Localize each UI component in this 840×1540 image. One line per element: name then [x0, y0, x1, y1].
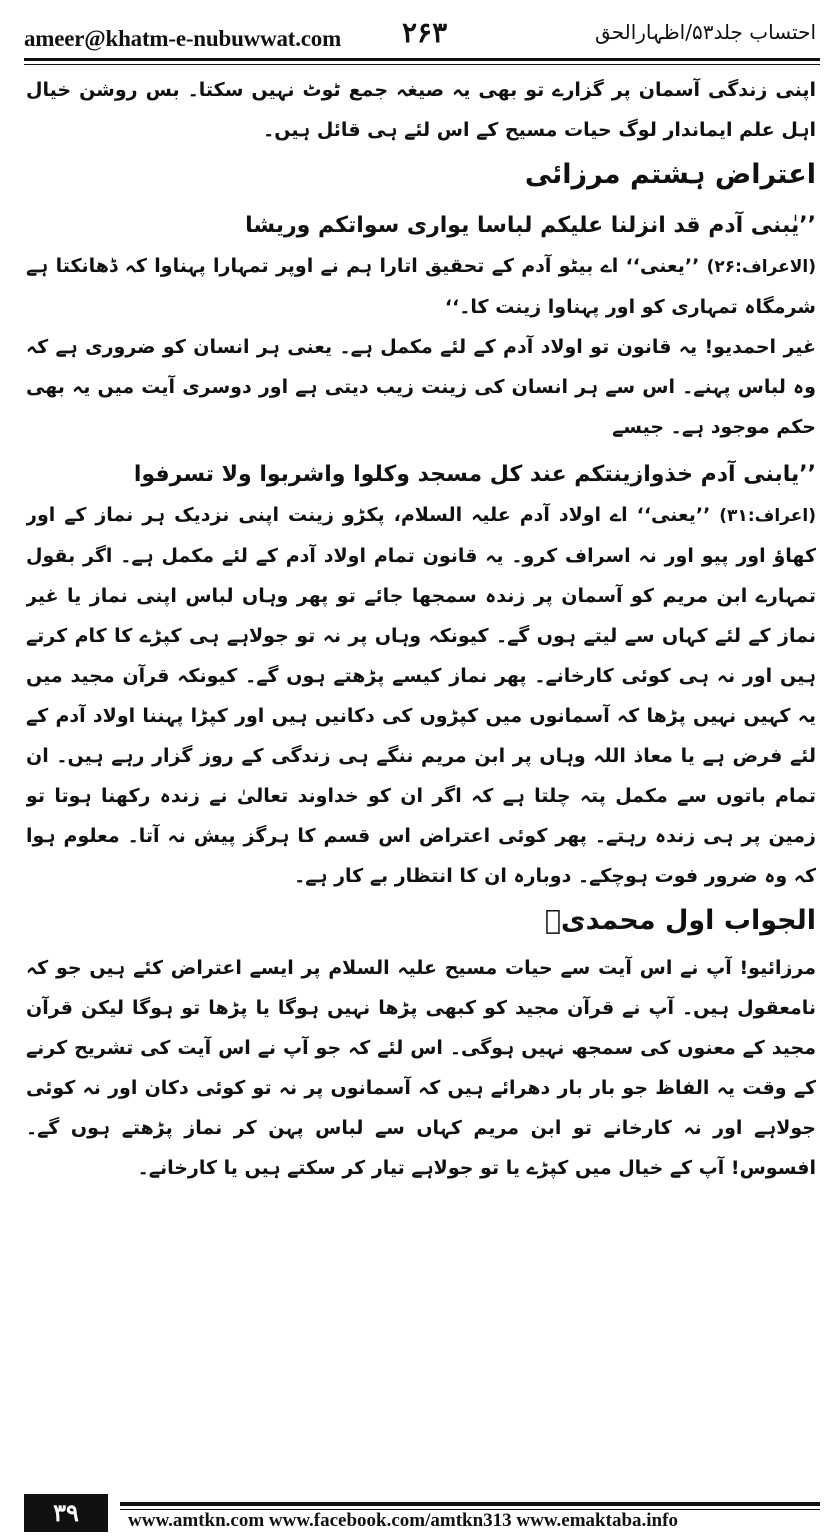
quote-reference-2: (اعراف:۳۱): [719, 506, 816, 526]
running-title: احتساب جلد۵۳/اظہارالحق: [595, 20, 816, 44]
header-rule-thin: [24, 64, 820, 65]
header-rule: [24, 58, 820, 61]
page-number-box: ۳۹: [24, 1494, 108, 1532]
paragraph-1: اپنی زندگی آسمان پر گزارے تو بھی یہ صیغہ جمع ٹوٹ نہیں سکتا۔ بس روشن خیال اہل علم ایماندار لوگ حیات مسیح کے اس لئے ہی قائل ہیں۔: [26, 79, 816, 141]
email-address: ameer@khatm-e-nubuwwat.com: [24, 26, 342, 51]
quote-translation-1: [26, 246, 816, 327]
quran-quote-1: ’’یٰبنی آدم قد انزلنا علیکم لباسا یواری سواتکم وریشا: [245, 213, 816, 238]
page-footer: [24, 1494, 820, 1534]
paragraph-2: غیر احمدیو! یہ قانون تو اولاد آدم کے لئے مکمل ہے۔ یعنی ہر انسان کو ضروری ہے کہ وہ لباس پہنے۔ اس سے ہر انسان کی زینت زیب دیتی ہے اور دوسری آیت میں یہ بھی حکم موجود ہے۔ جیسے: [26, 336, 816, 438]
page-body: [26, 70, 816, 1470]
quote-reference-1: (الاعراف:۲۶): [706, 257, 816, 277]
footer-rule: [120, 1502, 820, 1506]
paragraph-4: مرزائیو! آپ نے اس آیت سے حیات مسیح علیہ السلام پر ایسے اعتراض کئے ہیں جو کہ نامعقول ہیں۔ آپ نے قرآن مجید کو کبھی پڑھا نہیں ہوگا یا پڑھا تو ہوگا لیکن قرآن مجید کے معنوں کی سمجھ نہیں ہوگی۔ اس لئے کہ جو آپ نے اس آیت کی تشریح کرنے کے وقت یہ الفاظ جو بار بار دھرائے ہیں کہ آسمانوں پر نہ تو کوئی دکان اور نہ کوئی جولاہے اور نہ کارخانے تو ابن مریم کہاں سے لباس پہن کر نماز پڑھتے ہوں گے۔ افسوس! آپ کے خیال میں کپڑے یا تو جولاہے تیار کر سکتے ہیں یا کارخانے۔: [26, 957, 816, 1179]
paragraph-3-text: ’’یعنی‘‘ اے اولاد آدم علیہ السلام، پکڑو زینت اپنی نزدیک ہر نماز کے اور کھاؤ اور پیو اور نہ اسراف کرو۔ یہ قانون تمام اولاد آدم کے لئے مکمل ہے۔ اگر بقول تمہارے ابن مریم کو آسمان پر زندہ سمجھا جائے تو پھر وہاں لباس اپنی نماز یا غیر نماز کے لئے کہاں سے لیتے ہوں گے۔ کیونکہ وہاں پر نہ تو جولاہے ہی کپڑے کا کام کرتے ہیں اور نہ ہی کوئی کارخانے۔ پھر نماز کیسے پڑھتے ہوں گے۔ کیونکہ قرآن مجید میں یہ کہیں نہیں پڑھا کہ آسمانوں میں کپڑوں کی دکانیں ہیں اور کپڑا پہننا اولاد آدم کے لئے فرض ہے یا معاذ اللہ وہاں پر ابن مریم ننگے ہی زندگی کے روز گزار رہے ہیں۔ ان تمام باتوں سے مکمل پتہ چلتا ہے کہ اگر ان کو خداوند تعالیٰ نے زندہ رکھنا ہوتا تو زمین پر ہی زندہ رہتے۔ پھر کوئی اعتراض اس قسم کا ہرگز پیش نہ آتا۔ معلوم ہوا کہ وہ ضرور فوت ہوچکے۔ دوبارہ ان کا انتظار بے کار ہے۔: [26, 504, 816, 887]
footer-links: www.amtkn.com www.facebook.com/amtkn313 www.emaktaba.info: [128, 1510, 678, 1531]
page-header: [24, 10, 816, 60]
page-number-top: ۲۶۳: [402, 16, 448, 49]
paragraph-3: [26, 495, 816, 896]
quote-urdu-1: ’’یعنی‘‘ اے بیٹو آدم کے تحقیق اتارا ہم نے اوپر تمہارا پہناوا کہ ڈھانکتا ہے شرمگاہ تمہاری کو اور پہناوا زینت کا۔‘‘: [26, 255, 816, 318]
quran-quote-2: ’’یابنی آدم خذوازینتکم عند کل مسجد وکلوا واشربوا ولا تسرفوا: [133, 462, 816, 487]
heading-objection-8: اعتراض ہشتم مرزائی: [524, 159, 816, 190]
heading-answer-1: الجواب اول محمدیؐ: [544, 905, 816, 936]
